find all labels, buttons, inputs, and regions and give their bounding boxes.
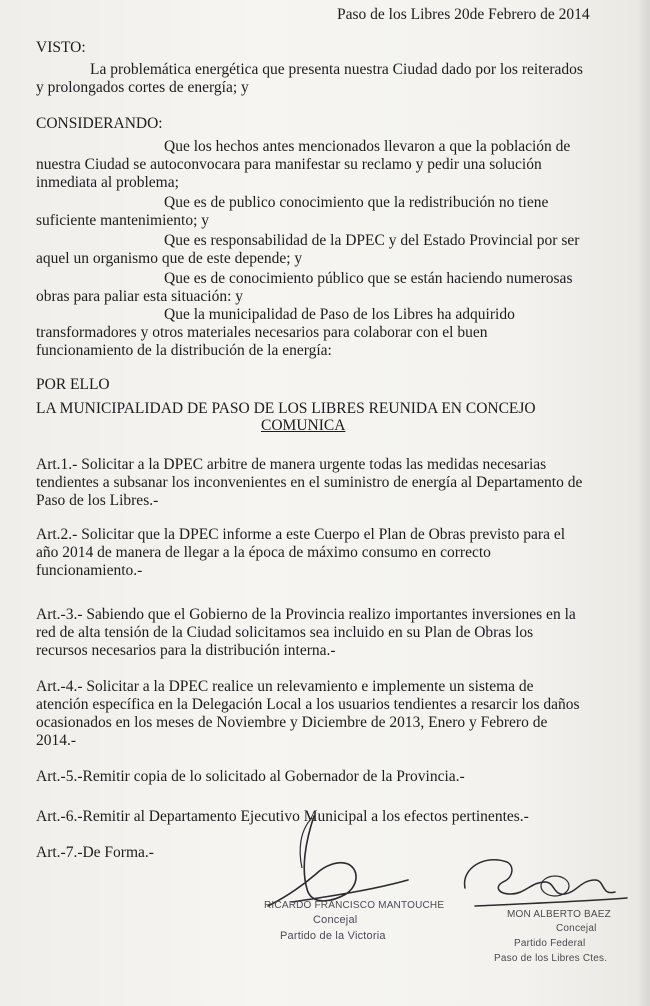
- por-ello-heading: POR ELLO: [36, 376, 110, 393]
- article-2-line: año 2014 de manera de llegar a la época de máximo consumo en correcto: [36, 544, 491, 561]
- article-3-line: Art.-3.- Sabiendo que el Gobierno de la Provincia realizo importantes inversiones en la: [36, 606, 576, 623]
- municipalidad-heading: LA MUNICIPALIDAD DE PASO DE LOS LIBRES REUNIDA EN CONCEJO: [36, 400, 536, 417]
- article-5: Art.-5.-Remitir copia de lo solicitado al Gobernador de la Provincia.-: [36, 768, 465, 785]
- page-edge-shadow: [636, 0, 650, 1006]
- considerando-line: suficiente mantenimiento; y: [36, 212, 210, 229]
- signature-right-city: Paso de los Libres Ctes.: [494, 953, 608, 964]
- article-2-line: funcionamiento.-: [36, 562, 143, 579]
- article-1-line: tendientes a subsanar los inconvenientes en el suministro de energía al Departamento de: [36, 474, 583, 491]
- visto-heading: VISTO:: [36, 39, 86, 56]
- considerando-line: nuestra Ciudad se autoconvocara para manifestar su reclamo y pedir una solución: [36, 156, 542, 173]
- visto-text-line: La problemática energética que presenta nuestra Ciudad dado por los reiterados: [90, 61, 583, 78]
- article-4-line: Art.-4.- Solicitar a la DPEC realice un relevamiento e implemente un sistema de: [36, 678, 534, 695]
- considerando-heading: CONSIDERANDO:: [36, 115, 163, 132]
- article-4-line: ocasionados en los meses de Noviembre y Diciembre de 2013, Enero y Febrero de: [36, 714, 548, 731]
- considerando-line: transformadores y otros materiales necesarios para colaborar con el buen: [36, 324, 488, 341]
- considerando-line: inmediata al problema;: [36, 174, 179, 191]
- signature-left-role: Concejal: [313, 914, 358, 926]
- date-line: Paso de los Libres 20de Febrero de 2014: [337, 6, 590, 23]
- article-3-line: recursos necesarios para la distribución interna.-: [36, 642, 336, 659]
- signature-right-icon: [455, 848, 630, 918]
- signature-left-party: Partido de la Victoria: [280, 930, 386, 942]
- article-2-line: Art.2.- Solicitar que la DPEC informe a este Cuerpo el Plan de Obras previsto para el: [36, 526, 566, 543]
- article-4-line: atención específica en la Delegación Local a los usuarios tendientes a resarcir los daños: [36, 696, 580, 713]
- signature-right-name: MON ALBERTO BAEZ: [507, 909, 611, 920]
- comunica-heading: COMUNICA: [261, 417, 346, 434]
- article-3-line: red de alta tensión de la Ciudad solicitamos sea incluido en su Plan de Obras los: [36, 624, 534, 641]
- considerando-line: Que los hechos antes mencionados llevaron a que la población de: [164, 138, 571, 155]
- signature-left-name: RICARDO FRANCISCO MANTOUCHE: [264, 900, 445, 911]
- considerando-line: Que es responsabilidad de la DPEC y del Estado Provincial por ser: [164, 232, 580, 249]
- signature-right-party: Partido Federal: [514, 938, 586, 949]
- article-6: Art.-6.-Remitir al Departamento Ejecutivo Municipal a los efectos pertinentes.-: [36, 808, 529, 825]
- considerando-line: Que es de publico conocimiento que la redistribución no tiene: [164, 194, 549, 211]
- article-1-line: Paso de los Libres.-: [36, 492, 159, 509]
- considerando-line: Que la municipalidad de Paso de los Libres ha adquirido: [164, 306, 515, 323]
- signature-right-role: Concejal: [556, 923, 597, 934]
- considerando-line: Que es de conocimiento público que se están haciendo numerosas: [164, 270, 573, 287]
- article-4-line: 2014.-: [36, 732, 77, 749]
- considerando-line: obras para paliar esta situación: y: [36, 288, 244, 305]
- considerando-line: funcionamiento de la distribución de la energía:: [36, 342, 332, 359]
- considerando-line: aquel un organismo que de este depende; y: [36, 250, 303, 267]
- article-7: Art.-7.-De Forma.-: [36, 844, 154, 861]
- visto-text-line: y prolongados cortes de energía; y: [36, 79, 249, 96]
- article-1-line: Art.1.- Solicitar a la DPEC arbitre de manera urgente todas las medidas necesarias: [36, 456, 547, 473]
